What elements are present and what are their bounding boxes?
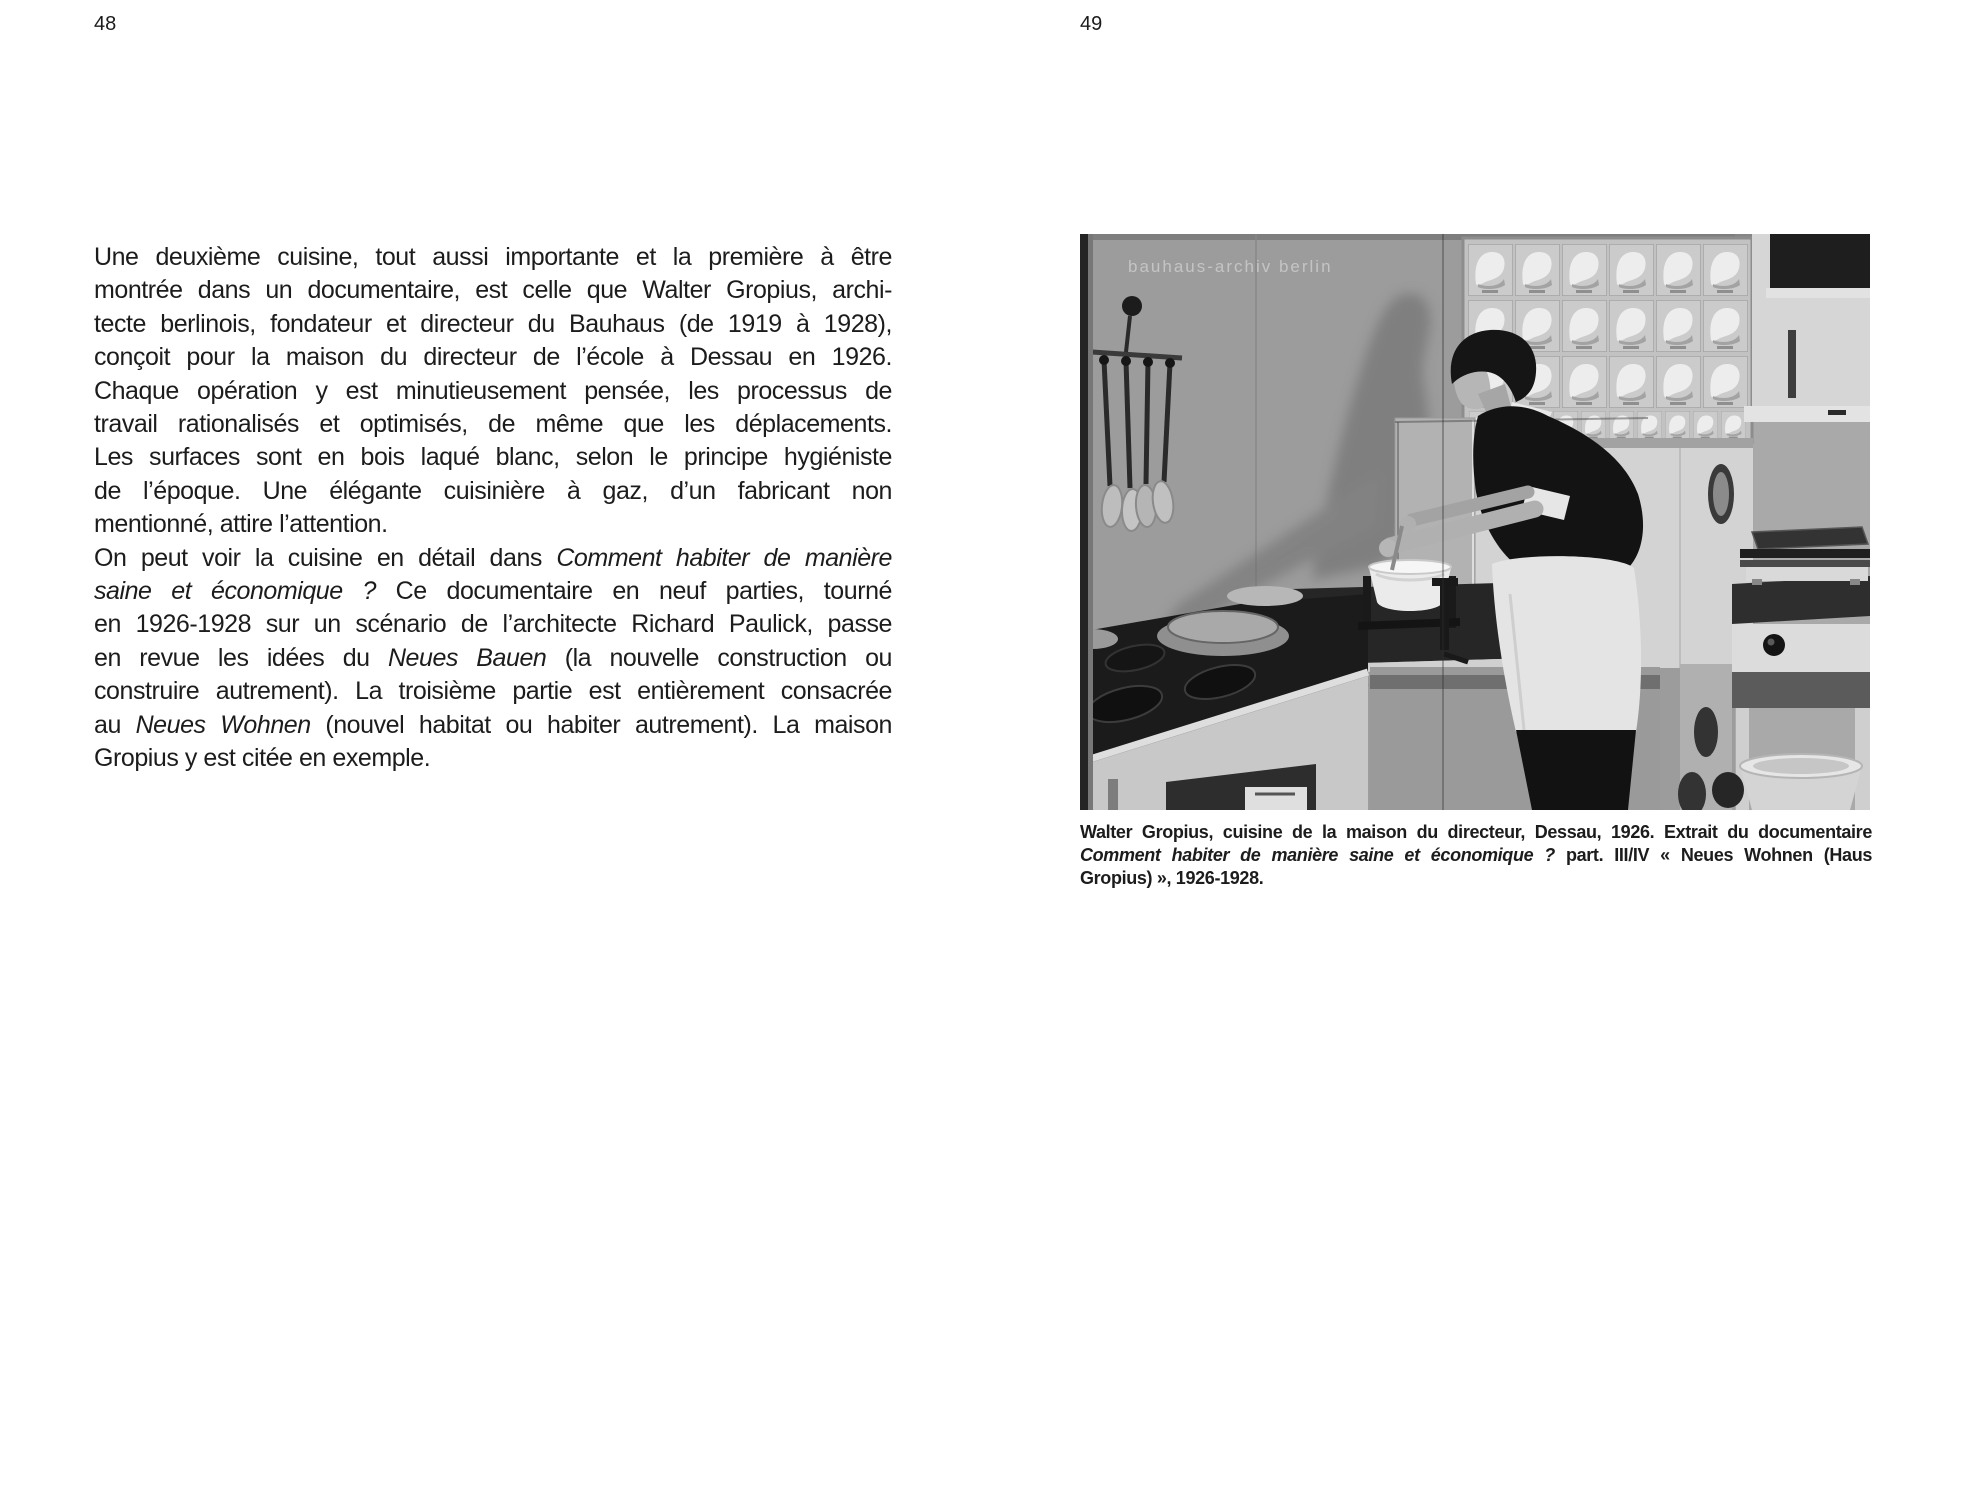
text-line: montrée dans un documentaire, est celle que Walter Gropius, archi- bbox=[94, 276, 892, 305]
text-line: tecte berlinois, fondateur et directeur du Bauhaus (de 1919 à 1928), bbox=[94, 309, 892, 338]
page-number-right: 49 bbox=[1080, 13, 1103, 35]
body-text bbox=[94, 241, 892, 776]
film-frame-edge bbox=[1080, 234, 1093, 810]
text-line: conçoit pour la maison du directeur de l’école à Dessau en 1926. bbox=[94, 343, 892, 372]
text-line: en 1926-1928 sur un scénario de l’architecte Richard Paulick, passe bbox=[94, 610, 892, 639]
text-line: Gropius) », 1926-1928. bbox=[1080, 868, 1264, 888]
text-line: Chaque opération y est minutieusement pensée, les processus de bbox=[94, 376, 892, 405]
text-line: saine et économique ? Ce documentaire en neuf parties, tourné bbox=[94, 577, 892, 606]
text-line: au Neues Wohnen (nouvel habitat ou habiter autrement). La maison bbox=[94, 710, 892, 739]
text-line: travail rationalisés et optimisés, de même que les déplacements. bbox=[94, 410, 892, 439]
plate bbox=[1227, 586, 1303, 606]
text-line: Les surfaces sont en bois laqué blanc, selon le principe hygiéniste bbox=[94, 443, 892, 472]
drawer-knob bbox=[1763, 634, 1785, 656]
text-line: Walter Gropius, cuisine de la maison du directeur, Dessau, 1926. Extrait du documentaire bbox=[1080, 822, 1872, 842]
window bbox=[1744, 234, 1870, 422]
figure bbox=[1080, 234, 1873, 890]
text-line: en revue les idées du Neues Bauen (la nouvelle construction ou bbox=[94, 643, 892, 672]
page-number-left: 48 bbox=[94, 13, 117, 35]
skirt bbox=[1516, 730, 1636, 810]
archive-watermark: bauhaus-archiv berlin bbox=[1128, 257, 1333, 276]
kitchen-scale bbox=[1740, 527, 1870, 585]
text-line: On peut voir la cuisine en détail dans Comment habiter de manière bbox=[94, 543, 892, 572]
text-line: Comment habiter de manière saine et économique ? part. III/IV « Neues Wohnen (Haus bbox=[1080, 845, 1873, 865]
figure-caption bbox=[1080, 821, 1872, 890]
text-line: Une deuxième cuisine, tout aussi importante et la première à être bbox=[94, 243, 892, 271]
text-line: construire autrement). La troisième partie est entièrement consacrée bbox=[94, 677, 892, 706]
table-drawer bbox=[1732, 624, 1870, 672]
documentary-still bbox=[1080, 234, 1870, 810]
text-line: Gropius y est citée en exemple. bbox=[94, 744, 431, 773]
text-line: de l’époque. Une élégante cuisinière à gaz, d’un fabricant non bbox=[94, 476, 892, 505]
text-line: mentionné, attire l’attention. bbox=[94, 510, 388, 539]
